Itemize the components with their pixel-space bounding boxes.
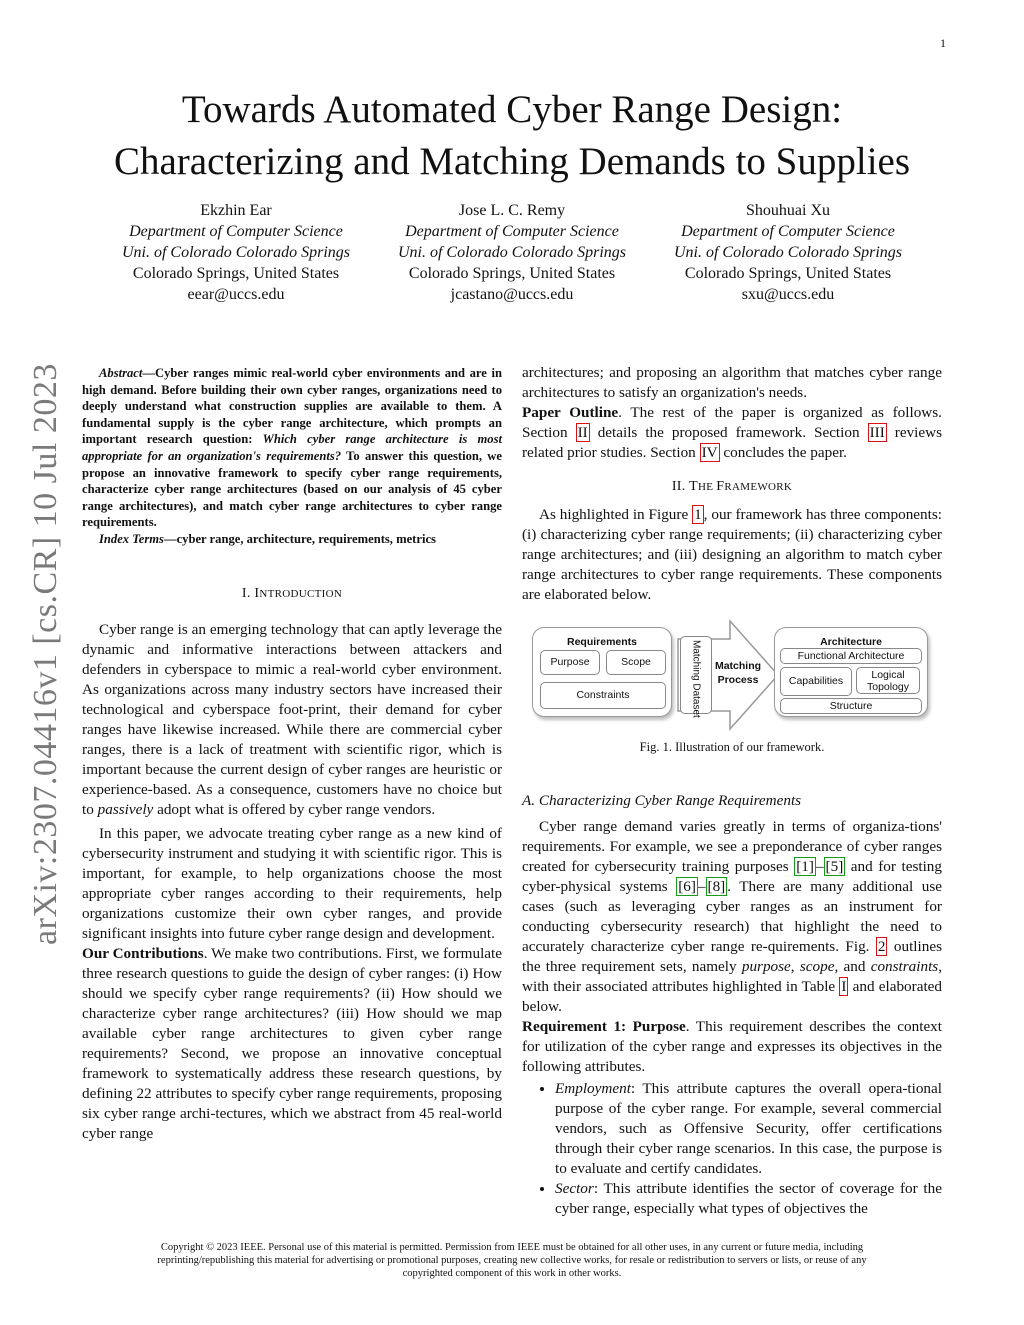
citation-1[interactable]: [1] bbox=[796, 858, 814, 875]
logical-topology-box bbox=[856, 667, 920, 694]
heading-rest: NTRODUCTION bbox=[259, 587, 343, 600]
author-block-1 bbox=[106, 200, 366, 305]
outline-text: . The rest of the paper is organized as follows. Section bbox=[522, 404, 942, 441]
requirement-1-list bbox=[522, 1079, 942, 1219]
author-location: Colorado Springs, United States bbox=[684, 265, 892, 282]
author-name: Shouhuai Xu bbox=[746, 202, 830, 219]
index-terms-text: cyber range, architecture, requirements, metrics bbox=[176, 531, 436, 546]
page-number: 1 bbox=[940, 36, 946, 50]
intro-p1-text-end: adopt what is offered by cyber range vendors. bbox=[153, 800, 436, 818]
matching-process-label bbox=[710, 659, 766, 687]
section-ref-iii[interactable]: III bbox=[869, 424, 885, 441]
footer-line: reprinting/republishing this material for advertising or promotional purposes, creating new collective works, for resale or redistribution to servers or lists, or reuse of any bbox=[157, 1255, 867, 1266]
bullet-term: Sector bbox=[555, 1180, 594, 1197]
capabilities-box: Capabilities bbox=[780, 667, 852, 696]
outline-label: Paper Outline bbox=[522, 404, 619, 421]
section-ref-iv[interactable]: IV bbox=[701, 444, 718, 461]
section-ref-ii[interactable]: II bbox=[577, 424, 588, 441]
heading-part: HE bbox=[697, 481, 717, 493]
logical-topology-line: Topology bbox=[866, 681, 910, 693]
outline-text: reviews related prior studies. Section bbox=[522, 424, 943, 461]
copyright-footer bbox=[100, 1241, 924, 1280]
logical-topology-line: Logical bbox=[871, 669, 905, 681]
bullet-text: : This attribute identifies the sector of coverage for the cyber range, especially what types of objectives the bbox=[555, 1180, 942, 1217]
subsec-dash: – bbox=[815, 858, 824, 875]
figure-ref-2[interactable]: 2 bbox=[877, 938, 886, 955]
intro-paragraph-1 bbox=[82, 620, 502, 820]
scope-box: Scope bbox=[606, 650, 666, 675]
framework-paragraph bbox=[522, 505, 942, 605]
term-constraints: constraints bbox=[870, 958, 939, 975]
list-item bbox=[555, 1179, 942, 1219]
heading-part: T bbox=[689, 479, 698, 494]
requirement-1-paragraph bbox=[522, 1017, 942, 1077]
section-heading-introduction bbox=[82, 584, 502, 604]
figure-caption: Fig. 1. Illustration of our framework. bbox=[639, 740, 825, 754]
paper-outline bbox=[522, 403, 942, 463]
contributions-paragraph bbox=[82, 944, 502, 1144]
footer-line: copyrighted component of this work in other works. bbox=[402, 1268, 622, 1279]
author-email: jcastano@uccs.edu bbox=[450, 286, 574, 303]
left-column bbox=[82, 365, 502, 1144]
matching-process-line: Process bbox=[717, 674, 759, 686]
author-name: Ekzhin Ear bbox=[200, 202, 272, 219]
title-line-1: Towards Automated Cyber Range Design: bbox=[181, 88, 843, 131]
structure-box: Structure bbox=[780, 698, 922, 714]
author-block-3 bbox=[658, 200, 918, 305]
framework-text: As highlighted in Figure bbox=[539, 506, 693, 523]
author-dept: Department of Computer Science bbox=[129, 223, 343, 240]
citation-5[interactable]: [5] bbox=[825, 858, 844, 875]
abstract-question: Which cyber range architecture is most appropriate for an organization's requirements? bbox=[82, 432, 502, 463]
bullet-text: : This attribute captures the overall opera-tional purpose of the cyber range. For example, several commercial vendors, such as Offensive Security, offer certifications through their cyber range scenarios. In this case, the purpose is to evaluate and certify candidates. bbox=[555, 1080, 942, 1177]
matching-dataset-box bbox=[680, 636, 712, 718]
figure-ref-1[interactable]: 1 bbox=[694, 506, 702, 523]
matching-process-line: Matching bbox=[714, 660, 762, 672]
requirements-title: Requirements bbox=[566, 636, 638, 648]
author-email: eear@uccs.edu bbox=[187, 286, 285, 303]
author-email: sxu@uccs.edu bbox=[741, 286, 835, 303]
subsec-text: , with their associated attributes highlighted in Table bbox=[522, 958, 943, 995]
abstract-label: Abstract bbox=[99, 366, 143, 380]
abstract bbox=[82, 365, 502, 531]
author-uni: Uni. of Colorado Colorado Springs bbox=[121, 244, 351, 261]
author-name: Jose L. C. Remy bbox=[458, 202, 566, 219]
citation-8[interactable]: [8] bbox=[707, 878, 726, 895]
list-item bbox=[555, 1079, 942, 1179]
subsec-text: . There are many additional use cases (such as leveraging cyber ranges as an instrument for conducting cybersecurity research) that highlight the need to accurately characterize cyber range re-quirements. Fig. bbox=[522, 878, 942, 955]
right-column bbox=[522, 363, 942, 1219]
index-terms-dash: — bbox=[163, 531, 177, 546]
contributions-label: Our Contributions bbox=[82, 944, 204, 962]
outline-text: details the proposed framework. Section bbox=[589, 424, 868, 441]
author-block-2 bbox=[382, 200, 642, 305]
author-location: Colorado Springs, United States bbox=[132, 265, 340, 282]
term-scope: scope bbox=[799, 958, 835, 975]
purpose-box: Purpose bbox=[540, 650, 600, 675]
intro-p1-italic: passively bbox=[97, 800, 154, 818]
heading-num: I. bbox=[241, 585, 255, 601]
author-dept: Department of Computer Science bbox=[405, 223, 619, 240]
subsection-a-paragraph bbox=[522, 817, 942, 1017]
section-heading-framework bbox=[522, 477, 942, 497]
heading-part: RAMEWORK bbox=[724, 481, 793, 493]
intro-p1-text: Cyber range is an emerging technology that can aptly leverage the dynamic and informative interactions between attackers and defenders in cyberspace to mimic a real-world cyber environment. As organizations across many industry sectors have increased their technological and cyberspace foot-print, their demand for cyber ranges have likewise increased. While there are commercial cyber ranges, there is a lack of treatment with scientific rigor, which is important because the current design of cyber ranges are heuristic or experience-based. As a consequence, customers have no choice but to bbox=[82, 620, 502, 818]
subsec-text: Cyber range demand varies greatly in terms of organiza-tions' requirements. For example, we see a preponderance of cyber ranges created for cybersecurity training purposes bbox=[522, 818, 942, 875]
index-terms bbox=[82, 531, 502, 548]
contributions-continued: architectures; and proposing an algorithm that matches cyber range architectures to satisfy an organization's needs. bbox=[522, 364, 942, 401]
author-uni: Uni. of Colorado Colorado Springs bbox=[673, 244, 903, 261]
heading-part: F bbox=[716, 479, 725, 494]
heading-num: II. bbox=[671, 479, 690, 494]
heading-first: I bbox=[254, 585, 260, 601]
subsec-text: and for testing cyber-physical systems bbox=[522, 858, 942, 895]
abstract-dash: — bbox=[142, 366, 155, 380]
paper-title bbox=[60, 84, 964, 188]
author-location: Colorado Springs, United States bbox=[408, 265, 616, 282]
abstract-text-1: Cyber ranges mimic real-world cyber environments and are in high demand. Before building their own cyber ranges, organizations need to deeply understand what construction supplies are available to them. A fundamental supply is the cyber range architecture, which prompts an important research question: bbox=[82, 366, 502, 447]
architecture-title: Architecture bbox=[820, 636, 882, 648]
subsec-text: , and bbox=[834, 958, 871, 975]
framework-figure bbox=[522, 619, 942, 731]
constraints-box: Constraints bbox=[540, 682, 666, 709]
requirement-1-label: Requirement 1: Purpose bbox=[522, 1018, 686, 1035]
title-line-2: Characterizing and Matching Demands to Supplies bbox=[113, 140, 911, 183]
framework-text: , our framework has three components: (i) characterizing cyber range requirements; (ii) characterizing cyber range architectures; and (iii) designing an algorithm to match cyber range architectures to cyber range requirements. These components are elaborated below. bbox=[522, 506, 942, 603]
subsec-text: , bbox=[790, 958, 800, 975]
functional-architecture-box: Functional Architecture bbox=[780, 648, 922, 664]
bullet-term: Employment bbox=[555, 1080, 631, 1097]
subsec-dash: – bbox=[697, 878, 706, 895]
table-ref-i[interactable]: I bbox=[841, 978, 847, 995]
footer-line: Copyright © 2023 IEEE. Personal use of this material is permitted. Permission from IEEE must be obtained for all other uses, in any current or future media, including bbox=[160, 1242, 864, 1253]
term-purpose: purpose bbox=[741, 958, 791, 975]
intro-paragraph-2: In this paper, we advocate treating cyber range as a new kind of cybersecurity instrument and studying it with scientific rigor. This is important, for example, to help organizations choose the most appropriate cyber ranges according to their requirements, help organizations customize their own cyber ranges, and provide significant insights into future cyber range design and development. bbox=[82, 824, 502, 942]
index-terms-label: Index Terms bbox=[99, 531, 164, 546]
contributions-text: . We make two contributions. First, we formulate three research questions to guide the design of cyber ranges: (i) How should we specify cyber range requirements? (ii) How should we characterize cyber range architectures? (iii) How should we map available cyber range architectures to given cyber range requirements? Second, we propose an innovative conceptual framework to systematically address these research questions, by defining 22 attributes to specify cyber range requirements, proposing six cyber range archi-tectures, which we abstract from 45 real-world cyber range bbox=[82, 944, 502, 1142]
author-dept: Department of Computer Science bbox=[681, 223, 895, 240]
subsection-heading-a: A. Characterizing Cyber Range Requirements bbox=[522, 792, 802, 809]
author-uni: Uni. of Colorado Colorado Springs bbox=[397, 244, 627, 261]
outline-text: concludes the paper. bbox=[719, 444, 847, 461]
arxiv-stamp: arXiv:2307.04416v1 [cs.CR] 10 Jul 2023 bbox=[27, 363, 64, 945]
matching-dataset-label: Matching Dataset bbox=[690, 640, 702, 718]
subsec-text: outlines the three requirement sets, namely bbox=[522, 938, 942, 975]
subsec-text: and elaborated below. bbox=[522, 978, 943, 1015]
requirement-1-text: . This requirement describes the context for utilization of the cyber range and expresses its objectives in the following attributes. bbox=[522, 1018, 942, 1075]
abstract-text-2: To answer this question, we propose an innovative framework to specify cyber range requirements, characterize cyber range architectures (based on our analysis of 45 cyber range architectures), and match cyber range architectures to cyber range requirements. bbox=[82, 448, 502, 530]
citation-6[interactable]: [6] bbox=[678, 878, 696, 895]
